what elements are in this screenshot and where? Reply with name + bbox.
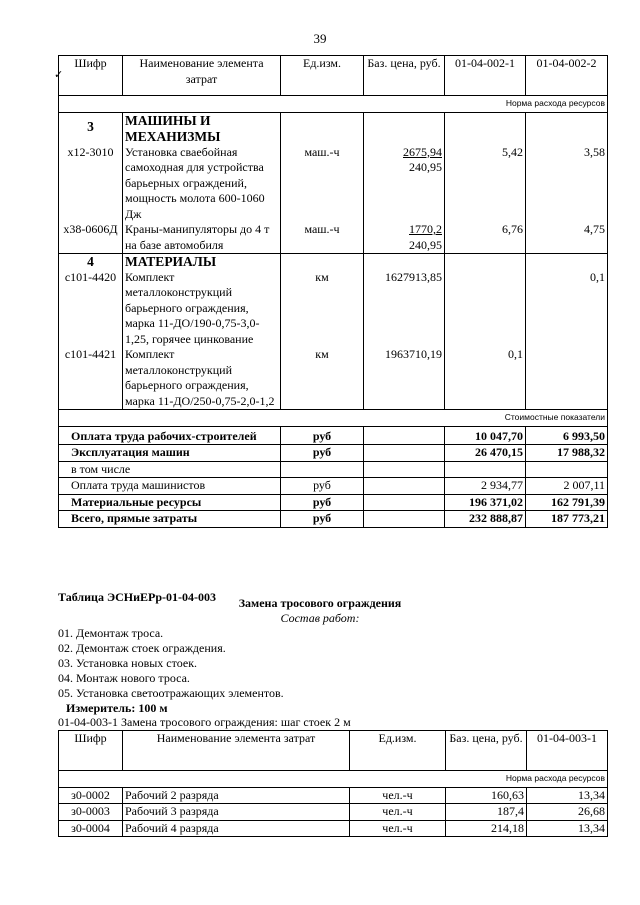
norm-row — [59, 96, 608, 113]
summary-row — [59, 494, 608, 511]
summary-value-2: 2 007,11 — [526, 478, 608, 495]
item-line: 01-04-003-1 Замена тросового ограждения: шаг стоек 2 м — [58, 715, 351, 729]
row-code: с101-4420 — [59, 270, 123, 348]
work-item-5: 05. Установка светоотражающих элементов. — [58, 686, 284, 700]
table-row — [59, 347, 608, 410]
summary-row — [59, 478, 608, 495]
row-value-1: 0,1 — [445, 347, 526, 410]
row-name: Рабочий 4 разряда — [123, 820, 350, 837]
summary-name: Материальные ресурсы — [59, 494, 281, 511]
header-price: Баз. цена, руб. — [446, 731, 527, 771]
row-price: 160,63 — [446, 787, 527, 804]
row-name: Комплект металлоконструкций барьерного ограждения, марка 11-ДО/190-0,75-3,0-1,25, горячее цинкование — [123, 270, 281, 348]
row-price: 1963710,19 — [364, 347, 445, 410]
summary-unit: руб — [281, 426, 364, 445]
summary-row — [59, 445, 608, 462]
summary-value-2: 162 791,39 — [526, 494, 608, 511]
summary-unit: руб — [281, 478, 364, 495]
header-col1: 01-04-003-1 — [527, 731, 608, 771]
summary-name: в том числе — [59, 461, 281, 478]
header-code: Шифр — [59, 731, 123, 771]
resource-table-2 — [58, 730, 608, 837]
summary-name: Эксплуатация машин — [59, 445, 281, 462]
row-value-2: 0,1 — [526, 270, 608, 348]
row-unit: км — [281, 347, 364, 410]
summary-row — [59, 511, 608, 528]
row-value-2: 3,58 — [526, 145, 608, 223]
cost-row — [59, 410, 608, 427]
summary-value-2 — [526, 461, 608, 478]
row-name: Рабочий 2 разряда — [123, 787, 350, 804]
summary-value-1: 196 371,02 — [445, 494, 526, 511]
summary-value-2: 17 988,32 — [526, 445, 608, 462]
norm-label: Норма расхода ресурсов — [59, 771, 608, 788]
row-price — [364, 145, 445, 223]
row-name: Установка сваебойная самоходная для устройства барьерных ограждений, мощность молота 600-1060 Дж — [123, 145, 281, 223]
row-name: Рабочий 3 разряда — [123, 804, 350, 821]
measure-line: Измеритель: 100 м — [66, 701, 168, 715]
row-value-1: 6,76 — [445, 222, 526, 254]
price-top: 2675,94 — [403, 144, 442, 159]
summary-value-1: 10 047,70 — [445, 426, 526, 445]
summary-unit — [281, 461, 364, 478]
row-code: х38-0606Д — [59, 222, 123, 254]
norm-row — [59, 771, 608, 788]
work-scope-label: Состав работ: — [280, 611, 360, 625]
row-value-1: 5,42 — [445, 145, 526, 223]
row-value-2 — [526, 347, 608, 410]
work-item-4: 04. Монтаж нового троса. — [58, 671, 190, 685]
row-value-1 — [445, 270, 526, 348]
header-unit: Ед.изм. — [281, 56, 364, 96]
work-item-1: 01. Демонтаж троса. — [58, 626, 164, 640]
row-unit: чел.-ч — [350, 787, 446, 804]
header-col1: 01-04-002-1 — [445, 56, 526, 96]
row-price: 1627913,85 — [364, 270, 445, 348]
summary-unit: руб — [281, 494, 364, 511]
table-row — [59, 787, 608, 804]
header-name: Наименование элемента затрат — [123, 56, 281, 96]
row-value-2: 4,75 — [526, 222, 608, 254]
row-price: 187,4 — [446, 804, 527, 821]
row-unit: маш.-ч — [281, 222, 364, 254]
summary-row — [59, 426, 608, 445]
row-code: с101-4421 — [59, 347, 123, 410]
row-code: х12-3010 — [59, 145, 123, 223]
row-unit: км — [281, 270, 364, 348]
summary-value-2: 187 773,21 — [526, 511, 608, 528]
summary-unit: руб — [281, 445, 364, 462]
price-top: 1770,2 — [409, 222, 442, 236]
section-4-row — [59, 254, 608, 270]
summary-name: Оплата труда рабочих-строителей — [59, 426, 281, 445]
resource-table-1 — [58, 55, 608, 528]
row-code: з0-0004 — [59, 820, 123, 837]
table2-header-row — [59, 731, 608, 771]
row-unit: маш.-ч — [281, 145, 364, 223]
row-price — [364, 222, 445, 254]
summary-value-2: 6 993,50 — [526, 426, 608, 445]
norm-label: Норма расхода ресурсов — [59, 96, 608, 113]
summary-row — [59, 461, 608, 478]
summary-unit: руб — [281, 511, 364, 528]
cost-label: Стоимостные показатели — [59, 410, 608, 427]
table-row — [59, 804, 608, 821]
page-number: 39 — [313, 31, 327, 46]
section-3-title: МАШИНЫ И МЕХАНИЗМЫ — [123, 112, 281, 145]
table-row — [59, 820, 608, 837]
header-name: Наименование элемента затрат — [123, 731, 350, 771]
work-item-2: 02. Демонтаж стоек ограждения. — [58, 641, 226, 655]
section-4-title: МАТЕРИАЛЫ — [123, 254, 281, 270]
price-bottom: 240,95 — [409, 237, 442, 252]
row-name: Краны-манипуляторы до 4 т на базе автомобиля — [123, 222, 281, 254]
work-item-3: 03. Установка новых стоек. — [58, 656, 198, 670]
row-value-1: 26,68 — [527, 804, 608, 821]
row-value-1: 13,34 — [527, 820, 608, 837]
row-value-1: 13,34 — [527, 787, 608, 804]
section-3-num: 3 — [59, 112, 123, 145]
section-title: Таблица ЭСНиЕРр-01-04-003 — [58, 590, 217, 604]
section-4-num: 4 — [59, 254, 123, 270]
summary-value-1 — [445, 461, 526, 478]
summary-name: Оплата труда машинистов — [59, 478, 281, 495]
header-code: Шифр — [59, 56, 123, 96]
row-name: Комплект металлоконструкций барьерного ограждения, марка 11-ДО/250-0,75-2,0-1,2 — [123, 347, 281, 410]
table-row — [59, 222, 608, 254]
section-3-row — [59, 112, 608, 145]
table-row — [59, 270, 608, 348]
row-price: 214,18 — [446, 820, 527, 837]
row-code: з0-0002 — [59, 787, 123, 804]
summary-value-1: 26 470,15 — [445, 445, 526, 462]
summary-name: Всего, прямые затраты — [59, 511, 281, 528]
summary-value-1: 2 934,77 — [445, 478, 526, 495]
row-unit: чел.-ч — [350, 804, 446, 821]
section-subtitle: Замена тросового ограждения — [238, 596, 402, 610]
header-col2: 01-04-002-2 — [526, 56, 608, 96]
header-unit: Ед.изм. — [350, 731, 446, 771]
table1-header-row — [59, 56, 608, 96]
row-code: з0-0003 — [59, 804, 123, 821]
row-unit: чел.-ч — [350, 820, 446, 837]
header-price: Баз. цена, руб. — [364, 56, 445, 96]
margin-mark: ✓ — [54, 69, 64, 81]
table-row — [59, 145, 608, 223]
price-bottom: 240,95 — [409, 160, 442, 174]
summary-value-1: 232 888,87 — [445, 511, 526, 528]
